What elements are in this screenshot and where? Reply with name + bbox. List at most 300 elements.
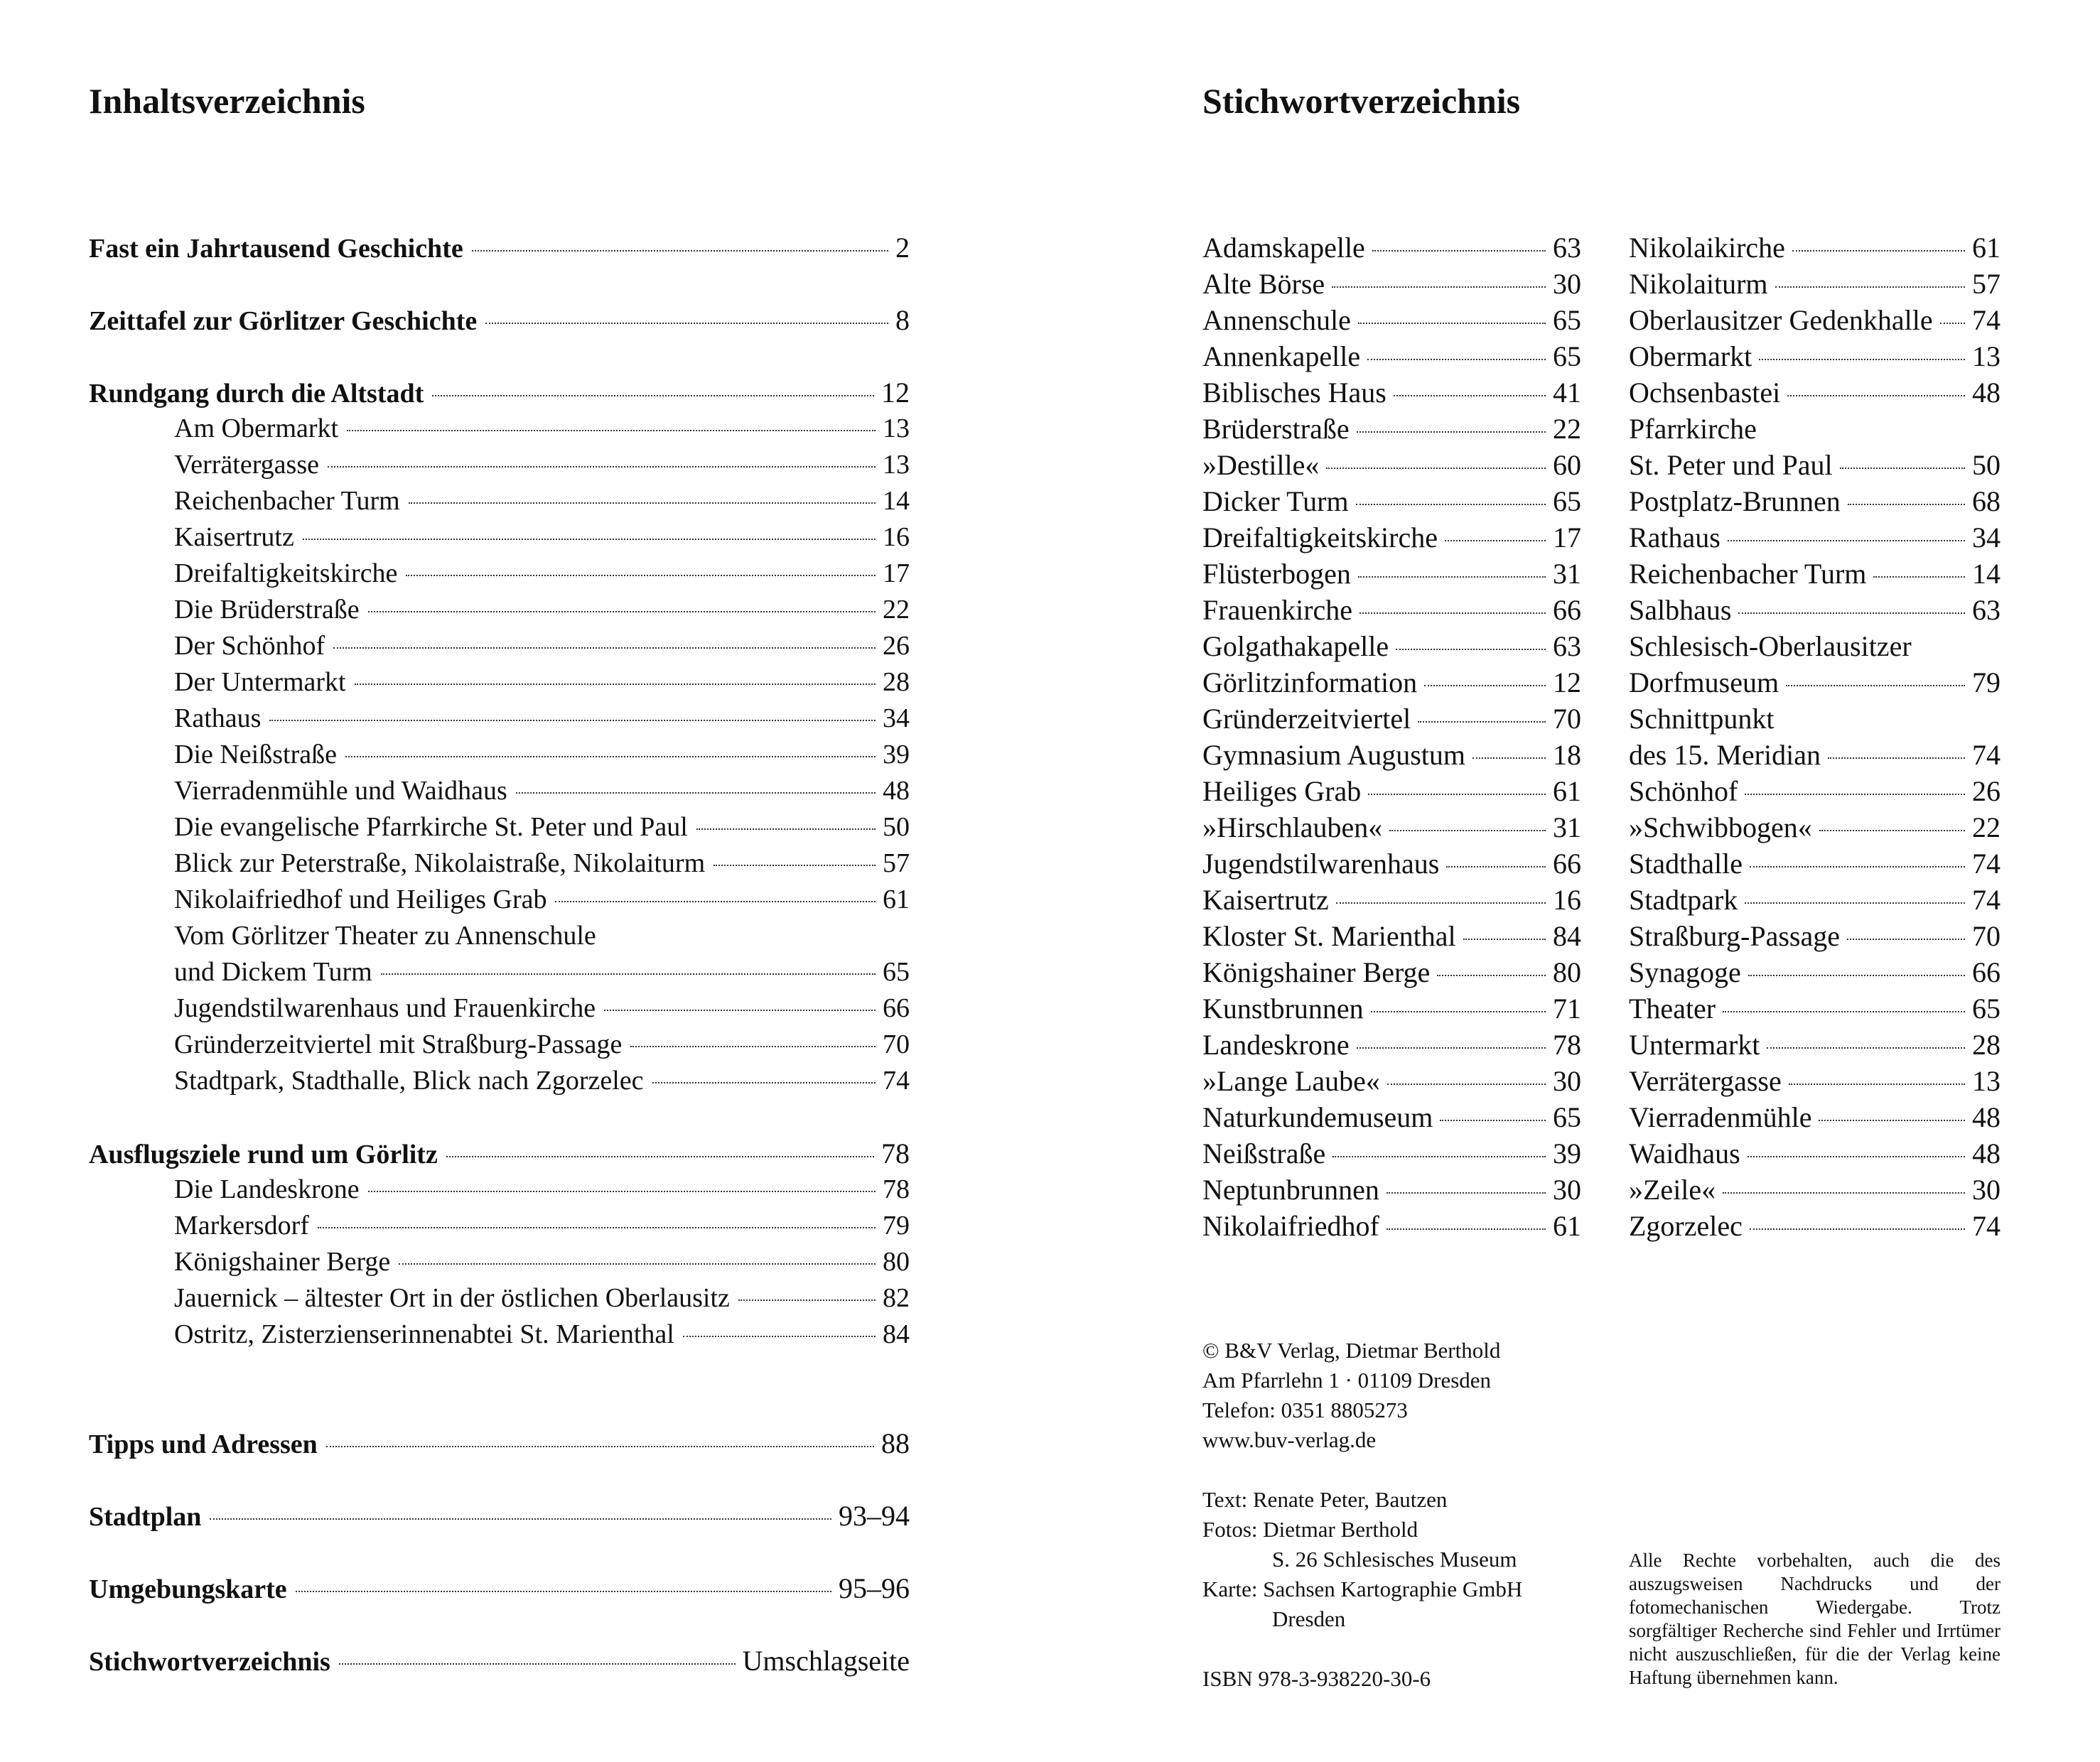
index-entry [1629,701,2001,737]
index-entry [1202,882,1581,918]
toc-entry-page: 65 [883,957,910,987]
index-entry [1629,1099,2001,1135]
toc-section [89,302,910,338]
index-entry-page: 63 [1972,594,2001,626]
index-entry-title: Naturkundemuseum [1202,1101,1433,1133]
dot-leader [1819,1120,1965,1121]
index-entry [1202,1135,1581,1172]
toc-entry-title: Verrätergasse [174,450,319,480]
index-column-2 [1629,229,2001,1244]
toc-entry [89,990,910,1027]
index-entry-title: Straßburg-Passage [1629,920,1840,952]
index-entry [1629,266,2001,302]
index-entry [1629,1135,2001,1172]
index-entry-title: Nikolaifriedhof [1202,1210,1379,1242]
toc-entry [89,447,910,483]
dot-leader [1358,576,1546,578]
index-entry-title: Schönhof [1629,775,1738,807]
dot-leader [339,1663,736,1665]
index-entry-title: Neptunbrunnen [1202,1174,1379,1206]
dot-leader [1748,975,1965,976]
toc-entry-title: Rathaus [174,703,262,733]
dot-leader [368,1191,876,1192]
index-entry [1202,447,1581,483]
dot-leader [1386,1228,1546,1230]
index-entry [1202,628,1581,664]
index-entry-page: 22 [1972,811,2001,843]
dot-leader [630,1046,876,1047]
index-entry-page: 48 [1972,1137,2001,1169]
index-entry-page: 63 [1553,630,1581,662]
index-entry-page: 16 [1553,884,1581,916]
dot-leader [432,395,874,396]
index-entry [1202,302,1581,338]
dot-leader [368,611,876,612]
index-entry-page: 74 [1972,304,2001,336]
toc-entry-page: 79 [883,1211,910,1241]
toc-entry-page: 34 [883,703,910,733]
toc-section [89,1135,910,1172]
index-entry [1629,737,2001,773]
index-heading: Stichwortverzeichnis [1202,81,1521,121]
toc-section-title: Stadtplan [89,1502,202,1532]
index-entry-title: Golgathakapelle [1202,630,1389,662]
toc-entry [89,519,910,556]
imprint-isbn: ISBN 978-3-938220-30-6 [1202,1666,1431,1691]
index-entry-page: 65 [1972,993,2001,1025]
toc-entry [89,556,910,592]
dot-leader [1787,395,1965,396]
dot-leader [604,1010,876,1011]
index-entry-title: Dicker Turm [1202,485,1349,517]
index-entry [1629,628,2001,664]
index-column-1 [1202,229,1581,1244]
index-entry-title: Adamskapelle [1202,232,1365,264]
index-entry [1629,809,2001,845]
toc-entry [89,882,910,918]
index-entry [1629,954,2001,990]
imprint-text-credit: Text: Renate Peter, Bautzen [1202,1487,1448,1512]
toc-section-title: Rundgang durch die Altstadt [89,379,424,409]
index-entry-title: Kloster St. Marienthal [1202,920,1456,952]
toc-entry-title: Gründerzeitviertel mit Straßburg-Passage [174,1029,623,1059]
index-entry-page: 74 [1972,884,2001,916]
index-entry [1202,229,1581,266]
dot-leader [485,323,888,324]
dot-leader [296,1591,831,1592]
rights-notice: Alle Rechte vorbehalten, auch die des auszugsweisen Nachdrucks und der fotomechanischen Wiedergabe. Trotz sorgfältiger Recherche sind Fehler und Irrtümer nicht auszuschließen, für die der Verlag keine Haftung übernehmen kann. [1629,1550,2001,1688]
dot-leader [333,647,876,649]
dot-leader [1394,395,1546,396]
index-entry-title: Königshainer Berge [1202,956,1431,988]
toc-entry [89,628,910,664]
dot-leader [1372,250,1546,252]
index-entry-title: Frauenkirche [1202,594,1353,626]
dot-leader [1396,649,1546,650]
dot-leader [269,720,876,721]
toc-entry-title: Markersdorf [174,1211,309,1241]
toc-entry-title: Die Brüderstraße [174,595,360,625]
toc-entry-title: Nikolaifriedhof und Heiliges Grab [174,885,547,914]
toc-entry-title: Vierradenmühle und Waidhaus [174,776,507,806]
index-entry-page: 18 [1553,739,1581,771]
index-entry-title: Dreifaltigkeitskirche [1202,521,1438,553]
dot-leader [1840,467,1965,469]
toc-entry-title: Jauernick – ältester Ort in der östlichen Oberlausitz [174,1283,730,1313]
index-entry [1202,1172,1581,1208]
dot-leader [345,756,876,757]
toc-entry-title: Am Obermarkt [174,414,339,443]
index-entry [1629,447,2001,483]
toc-entry-page: 13 [883,450,910,480]
index-entry-page: 65 [1553,485,1581,517]
index-entry-title: Dorfmuseum [1629,666,1779,698]
index-entry [1629,229,2001,266]
dot-leader [555,901,876,902]
toc-list [89,229,910,1679]
imprint-photo-credit-2: S. 26 Schlesisches Museum [1272,1547,1517,1572]
toc-entry-page: 17 [883,558,910,588]
index-entry-page: 61 [1553,1210,1581,1242]
dot-leader [1446,866,1546,868]
index-entry-title: Synagoge [1629,956,1741,988]
toc-entry-title: Der Untermarkt [174,667,346,697]
index-entry-page: 80 [1553,956,1581,988]
toc-entry-page: 70 [883,1029,910,1059]
index-entry-title: Neißstraße [1202,1137,1326,1169]
index-entry-title: Obermarkt [1629,340,1752,372]
index-entry-page: 65 [1553,340,1581,372]
index-entry-title: St. Peter und Paul [1629,449,1833,481]
index-entry [1629,882,2001,918]
index-entry-title: Landeskrone [1202,1029,1350,1061]
dot-leader [1750,866,1965,868]
toc-entry-title: Vom Görlitzer Theater zu Annenschule [174,921,596,951]
dot-leader [1792,250,1965,252]
dot-leader [210,1518,831,1520]
dot-leader [1748,1156,1965,1157]
index-entry-page: 70 [1553,703,1581,735]
dot-leader [1326,467,1546,469]
index-entry-page: 71 [1553,993,1581,1025]
index-entry-title: Theater [1629,993,1716,1025]
toc-entry-page: 13 [883,414,910,443]
index-entry [1202,411,1581,447]
toc-entry [89,1244,910,1280]
toc-entry [89,1172,910,1208]
toc-entry-title: Die Landeskrone [174,1174,360,1204]
toc-entry-page: 28 [883,667,910,697]
index-entry-page: 14 [1972,558,2001,590]
index-entry [1202,592,1581,628]
index-entry-page: 30 [1553,1065,1581,1097]
dot-leader [516,792,876,794]
toc-section-title: Ausflugsziele rund um Görlitz [89,1140,438,1169]
toc-entry-page: 48 [883,776,910,806]
index-entry-page: 65 [1553,304,1581,336]
toc-section-title: Tipps und Adressen [89,1429,318,1459]
dot-leader [1359,612,1546,614]
toc-entry-title: und Dickem Turm [174,957,372,987]
index-entry-title: Nikolaiturm [1629,268,1768,300]
toc-entry-title: Stadtpark, Stadthalle, Blick nach Zgorzelec [174,1066,644,1096]
index-entry [1629,1027,2001,1063]
dot-leader [1371,1011,1546,1012]
index-entry-page: 31 [1553,811,1581,843]
dot-leader [1789,1083,1965,1085]
toc-entry-page: 82 [883,1283,910,1313]
toc-entry-title: Die evangelische Pfarrkirche St. Peter und Paul [174,812,688,842]
dot-leader [1819,830,1965,831]
index-entry-page: 50 [1972,449,2001,481]
index-entry-title: »Destille« [1202,449,1320,481]
index-entry-title: »Zeile« [1629,1174,1716,1206]
index-entry [1202,990,1581,1027]
index-entry-page: 30 [1972,1174,2001,1206]
dot-leader [1357,431,1546,433]
dot-leader [1445,540,1546,541]
index-entry-page: 22 [1553,413,1581,445]
toc-entry [89,411,910,447]
dot-leader [446,1156,874,1157]
toc-entry-page: 57 [883,848,910,878]
toc-entry-title: Blick zur Peterstraße, Nikolaistraße, Nikolaiturm [174,848,706,878]
dot-leader [1723,1192,1965,1194]
toc-entry [89,737,910,773]
index-entry-page: 61 [1553,775,1581,807]
index-entry-title: Brüderstraße [1202,413,1350,445]
index-entry [1629,556,2001,592]
index-entry-title: Jugendstilwarenhaus [1202,848,1440,880]
index-entry-page: 74 [1972,848,2001,880]
toc-section [89,374,910,411]
toc-entry [89,809,910,845]
dot-leader [1786,685,1965,686]
index-entry [1202,737,1581,773]
toc-entry-page: 16 [883,522,910,552]
index-entry-page: 12 [1553,666,1581,698]
index-entry-title: des 15. Meridian [1629,739,1821,771]
toc-entry-page: 22 [883,595,910,625]
toc-entry [89,773,910,809]
dot-leader [406,575,876,576]
index-entry [1629,1208,2001,1244]
imprint-map-credit: Karte: Sachsen Kartographie GmbH [1202,1577,1523,1601]
imprint-publisher: © B&V Verlag, Dietmar Berthold [1202,1338,1501,1363]
index-entry-page: 66 [1553,594,1581,626]
dot-leader [683,1336,876,1337]
index-entry-page: 78 [1553,1029,1581,1061]
dot-leader [1367,359,1546,360]
index-entry-title: »Hirschlauben« [1202,811,1383,843]
dot-leader [472,250,888,252]
toc-section-title: Zeittafel zur Görlitzer Geschichte [89,306,478,336]
index-entry-title: Stadtpark [1629,884,1738,916]
dot-leader [1368,794,1546,795]
toc-section-page: Umschlagseite [742,1645,910,1677]
dot-leader [1386,1192,1546,1194]
index-entry [1202,845,1581,882]
index-entry-page: 13 [1972,340,2001,372]
dot-leader [696,828,876,830]
dot-leader [355,683,876,685]
dot-leader [1389,830,1546,831]
index-entry-page: 84 [1553,920,1581,952]
toc-entry-title: Jugendstilwarenhaus und Frauenkirche [174,993,596,1023]
index-entry-title: Kunstbrunnen [1202,993,1364,1025]
imprint-photo-credit: Fotos: Dietmar Berthold [1202,1517,1418,1542]
index-entry-title: Zgorzelec [1629,1210,1743,1242]
index-entry [1629,302,2001,338]
dot-leader [738,1299,876,1301]
index-entry [1629,374,2001,411]
toc-section [89,1425,910,1461]
index-entry-title: Görlitzinformation [1202,666,1418,698]
dot-leader [347,430,876,431]
index-entry-title: Gymnasium Augustum [1202,739,1466,771]
toc-section-page: 12 [881,377,910,409]
index-entry [1202,519,1581,556]
index-entry-title: Nikolaikirche [1629,232,1785,264]
dot-leader [1775,286,1965,288]
index-entry [1629,592,2001,628]
index-entry [1202,483,1581,519]
toc-entry-page: 66 [883,993,910,1023]
index-entry-title: Alte Börse [1202,268,1325,300]
index-entry-page: 30 [1553,1174,1581,1206]
toc-entry-title: Kaisertrutz [174,522,294,552]
dot-leader [1738,612,1965,614]
dot-leader [714,865,876,866]
index-entry [1202,809,1581,845]
toc-section-page: 88 [881,1427,910,1459]
toc-entry-title: Reichenbacher Turm [174,486,400,516]
toc-entry-page: 74 [883,1066,910,1096]
index-entry-title: Heiliges Grab [1202,775,1362,807]
index-entry-title: Flüsterbogen [1202,558,1351,590]
index-entry-title: Salbhaus [1629,594,1732,626]
toc-section-title: Fast ein Jahrtausend Geschichte [89,234,463,264]
toc-section-page: 8 [895,304,910,336]
index-entry-title: Postplatz-Brunnen [1629,485,1841,517]
dot-leader [1358,323,1546,324]
toc-section [89,1498,910,1534]
toc-entry [89,592,910,628]
toc-entry-title: Königshainer Berge [174,1247,391,1277]
toc-section [89,229,910,266]
imprint [1202,1336,1615,1694]
toc-entry [89,845,910,882]
toc-entry-title: Ostritz, Zisterzienserinnenabtei St. Marienthal [174,1319,674,1349]
dot-leader [1728,540,1965,541]
toc-entry [89,1027,910,1063]
index-entry-page: 60 [1553,449,1581,481]
toc-section [89,1643,910,1679]
toc-entry-title: Die Neißstraße [174,740,337,769]
toc-entry [89,664,910,701]
toc-heading: Inhaltsverzeichnis [89,81,365,121]
index-entry [1202,374,1581,411]
imprint-address: Am Pfarrlehn 1 · 01109 Dresden [1202,1368,1492,1393]
dot-leader [1356,504,1546,505]
dot-leader [1424,685,1546,686]
dot-leader [1848,504,1965,505]
index-entry-title: Stadthalle [1629,848,1743,880]
toc-entry [89,1280,910,1317]
dot-leader [326,1446,874,1447]
dot-leader [1767,1047,1965,1049]
index-entry [1629,1172,2001,1208]
index-entry-title: »Schwibbogen« [1629,811,1812,843]
toc-entry-page: 39 [883,740,910,769]
index-entry [1202,954,1581,990]
index-entry [1629,411,2001,447]
index-entry-page: 41 [1553,377,1581,409]
index-entry [1629,845,2001,882]
toc-entry [89,1208,910,1244]
dot-leader [1332,286,1546,288]
index-entry [1629,773,2001,809]
index-entry-title: Schlesisch-Oberlausitzer [1629,630,1912,662]
toc-entry [89,954,910,990]
toc-section-page: 95–96 [839,1572,910,1604]
toc-entry [89,918,910,954]
index-entry-page: 34 [1972,521,2001,553]
index-entry [1202,266,1581,302]
index-entry [1202,556,1581,592]
index-entry [1202,918,1581,954]
dot-leader [1440,1120,1546,1121]
index-entry [1202,664,1581,701]
toc-entry-title: Der Schönhof [174,631,325,661]
index-entry-title: Waidhaus [1629,1137,1740,1169]
dot-leader [409,502,876,504]
imprint-phone: Telefon: 0351 8805273 [1202,1398,1408,1422]
dot-leader [328,466,876,467]
index-entry-page: 66 [1553,848,1581,880]
index-entry-page: 30 [1553,268,1581,300]
index-entry-title: Reichenbacher Turm [1629,558,1867,590]
toc-entry-page: 61 [883,885,910,914]
index-entry-page: 66 [1972,956,2001,988]
index-entry [1202,1027,1581,1063]
index-entry [1629,519,2001,556]
index-entry [1629,1063,2001,1099]
index-entry-title: Vierradenmühle [1629,1101,1812,1133]
dot-leader [652,1082,876,1083]
dot-leader [1336,902,1546,904]
index-entry-title: Annenschule [1202,304,1351,336]
index-entry-title: »Lange Laube« [1202,1065,1380,1097]
index-entry-title: Ochsenbastei [1629,377,1781,409]
imprint-map-credit-2: Dresden [1272,1606,1346,1631]
dot-leader [399,1263,876,1265]
index-entry [1629,918,2001,954]
index-entry-page: 31 [1553,558,1581,590]
index-entry-title: Gründerzeitviertel [1202,703,1411,735]
toc-entry-page: 14 [883,486,910,516]
imprint-web: www.buv-verlag.de [1202,1427,1377,1452]
index-entry-title: Annenkapelle [1202,340,1361,372]
toc-entry-page: 50 [883,812,910,842]
index-entry-title: Rathaus [1629,521,1721,553]
dot-leader [1847,939,1965,940]
index-entry-title: Verrätergasse [1629,1065,1782,1097]
index-entry [1202,773,1581,809]
dot-leader [1357,1047,1546,1049]
index-entry [1202,701,1581,737]
toc-section-page: 2 [895,232,910,264]
